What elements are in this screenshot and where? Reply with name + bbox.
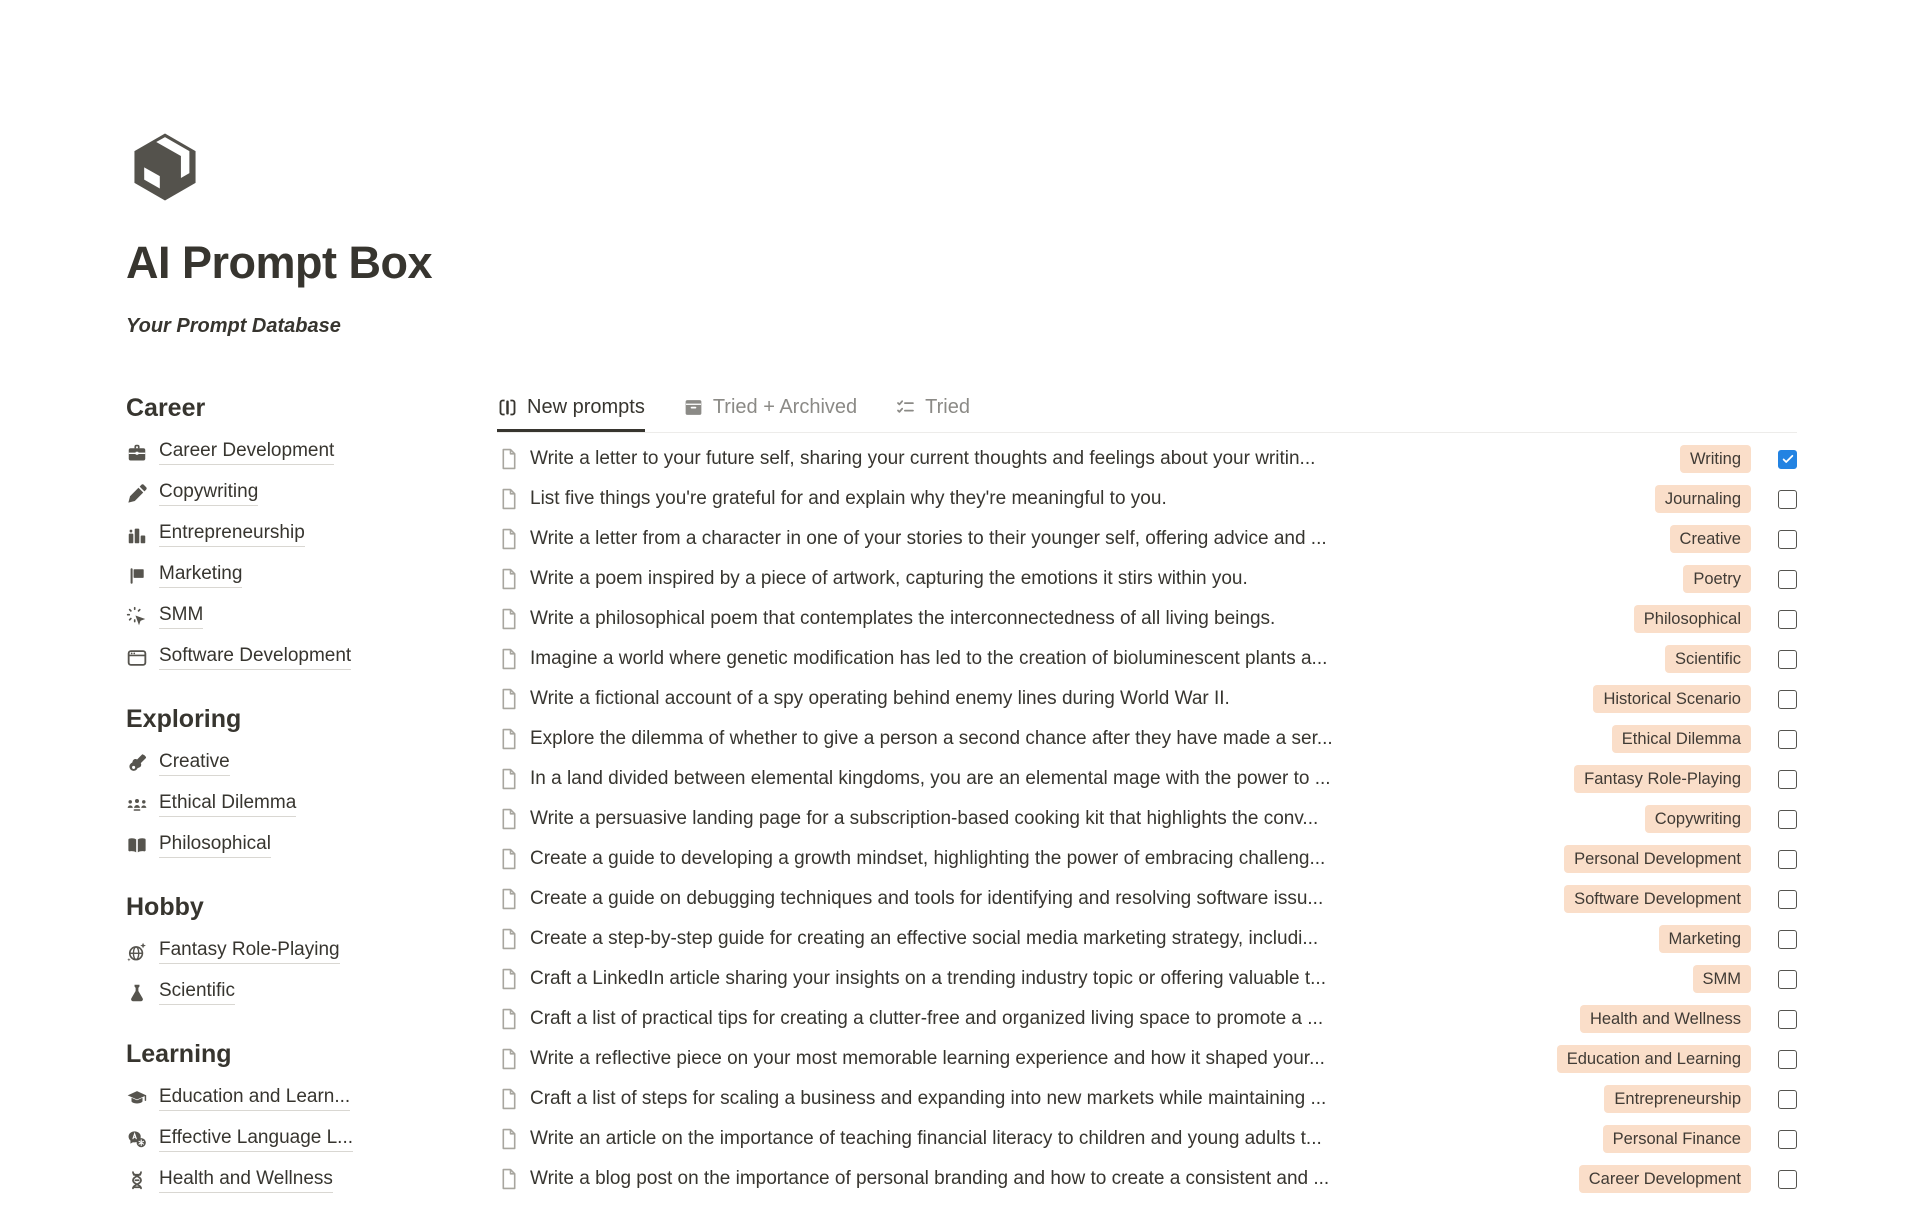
page-icon (497, 1047, 521, 1071)
sidebar-item-label: Education and Learn... (159, 1086, 350, 1111)
sidebar-item-label: Creative (159, 751, 230, 776)
tab-new-prompts[interactable] (497, 386, 645, 432)
checkbox-unchecked[interactable] (1778, 930, 1797, 949)
prompt-row (497, 1119, 1797, 1159)
row-right-cells (1580, 1005, 1797, 1033)
page-icon (497, 1127, 521, 1151)
prompt-title-link[interactable] (530, 528, 1327, 550)
tag-pill: Poetry (1683, 565, 1751, 593)
page-icon (497, 967, 521, 991)
page-icon (497, 1087, 521, 1111)
guitar-icon (126, 753, 148, 775)
prompt-title-text: List five things you're grateful for and explain why they're meaningful to you. (530, 488, 1167, 510)
dna-icon (126, 1170, 148, 1192)
section-heading: Exploring (126, 704, 242, 733)
prompt-table (497, 439, 1797, 1199)
cursor-click-icon (126, 606, 148, 628)
checkbox-unchecked[interactable] (1778, 730, 1797, 749)
checkbox-checked[interactable] (1778, 450, 1797, 469)
prompt-row (497, 639, 1797, 679)
page-icon (497, 887, 521, 911)
checkbox-unchecked[interactable] (1778, 610, 1797, 629)
prompt-title-text: In a land divided between elemental kingdoms, you are an elemental mage with the power to ... (530, 768, 1331, 790)
prompt-title-link[interactable] (530, 1128, 1322, 1150)
prompt-title-link[interactable] (530, 488, 1167, 510)
sidebar-item-health-and-wellness[interactable] (126, 1160, 436, 1201)
sidebar-item-label: Philosophical (159, 833, 271, 858)
sidebar-item-fantasy-role-playing[interactable] (126, 931, 436, 972)
page-icon (497, 1167, 521, 1191)
main-content (497, 386, 1797, 1199)
prompt-row (497, 559, 1797, 599)
bar-chart-icon (126, 524, 148, 546)
prompt-title-text: Explore the dilemma of whether to give a person a second chance after they have made a ser... (530, 728, 1333, 750)
page-header (126, 128, 432, 338)
row-right-cells (1659, 925, 1797, 953)
checkbox-unchecked[interactable] (1778, 890, 1797, 909)
checkbox-unchecked[interactable] (1778, 690, 1797, 709)
sidebar-item-label: Ethical Dilemma (159, 792, 296, 817)
row-right-cells (1604, 1085, 1797, 1113)
sidebar-item-creative[interactable] (126, 743, 436, 784)
prompt-title-text: Create a guide to developing a growth mindset, highlighting the power of embracing challeng... (530, 848, 1325, 870)
sidebar-item-entrepreneurship[interactable] (126, 514, 436, 555)
sidebar-item-label: SMM (159, 604, 203, 629)
checkbox-unchecked[interactable] (1778, 1170, 1797, 1189)
checkbox-unchecked[interactable] (1778, 1010, 1797, 1029)
prompt-title-text: Write a persuasive landing page for a subscription-based cooking kit that highlights the conv... (530, 808, 1318, 830)
prompt-title-link[interactable] (530, 688, 1230, 710)
prompt-title-text: Imagine a world where genetic modification has led to the creation of bioluminescent plants a... (530, 648, 1327, 670)
prompt-row (497, 1079, 1797, 1119)
page-title: AI Prompt Box (126, 237, 433, 288)
section-heading: Career (126, 393, 206, 422)
prompt-row (497, 919, 1797, 959)
people-group-icon (126, 794, 148, 816)
prompt-title-link[interactable] (530, 1008, 1323, 1030)
checkbox-unchecked[interactable] (1778, 970, 1797, 989)
sidebar-item-label: Career Development (159, 440, 334, 465)
prompt-title-link[interactable] (530, 448, 1315, 470)
checkbox-unchecked[interactable] (1778, 650, 1797, 669)
prompt-row (497, 679, 1797, 719)
prompt-row (497, 799, 1797, 839)
checkbox-unchecked[interactable] (1778, 1050, 1797, 1069)
archive-box-icon (683, 397, 704, 418)
row-right-cells (1683, 565, 1797, 593)
briefcase-icon (126, 442, 148, 464)
prompt-row (497, 1039, 1797, 1079)
tag-pill: Scientific (1665, 645, 1751, 673)
row-right-cells (1665, 645, 1797, 673)
prompt-title-text: Write a philosophical poem that contemplates the interconnectedness of all living beings. (530, 608, 1275, 630)
page-icon (497, 567, 521, 591)
sidebar-section-career (126, 390, 436, 678)
tag-pill: Ethical Dilemma (1612, 725, 1751, 753)
prompt-row (497, 879, 1797, 919)
checklist-icon (895, 397, 916, 418)
page-icon (497, 927, 521, 951)
tab-label: Tried + Archived (712, 396, 858, 418)
page-icon (497, 847, 521, 871)
tag-pill: Education and Learning (1557, 1045, 1751, 1073)
row-right-cells (1680, 445, 1797, 473)
sidebar-item-marketing[interactable] (126, 555, 436, 596)
sidebar-item-scientific[interactable] (126, 972, 436, 1013)
graduation-cap-icon (126, 1088, 148, 1110)
page-icon (497, 807, 521, 831)
prompt-row (497, 599, 1797, 639)
tab-tried[interactable] (895, 386, 970, 432)
prompt-row (497, 759, 1797, 799)
prompt-row (497, 959, 1797, 999)
row-right-cells (1670, 525, 1797, 553)
prompt-title-link[interactable] (530, 968, 1326, 990)
section-heading: Hobby (126, 892, 204, 921)
prompt-row (497, 719, 1797, 759)
row-right-cells (1564, 845, 1797, 873)
sidebar-item-copywriting[interactable] (126, 473, 436, 514)
page-icon (497, 487, 521, 511)
sidebar-item-philosophical[interactable] (126, 825, 436, 866)
tag-pill: Entrepreneurship (1604, 1085, 1751, 1113)
tag-pill: Philosophical (1634, 605, 1751, 633)
prompt-title-text: Write a fictional account of a spy operating behind enemy lines during World War II. (530, 688, 1230, 710)
prompt-row (497, 839, 1797, 879)
prompt-title-text: Write a poem inspired by a piece of artwork, capturing the emotions it stirs within you. (530, 568, 1248, 590)
sidebar-item-ethical-dilemma[interactable] (126, 784, 436, 825)
prompt-title-text: Craft a list of steps for scaling a business and expanding into new markets while maintaining ... (530, 1088, 1326, 1110)
page-icon (497, 447, 521, 471)
sidebar-item-effective-language-l[interactable] (126, 1119, 436, 1160)
tag-pill: Personal Finance (1603, 1125, 1751, 1153)
sidebar-item-label: Scientific (159, 980, 235, 1005)
checkbox-unchecked[interactable] (1778, 850, 1797, 869)
sidebar-item-label: Effective Language L... (159, 1127, 353, 1152)
checkbox-unchecked[interactable] (1778, 770, 1797, 789)
app-logo box-icon (126, 128, 432, 206)
row-right-cells (1579, 1165, 1797, 1193)
sidebar-item-label: Health and Wellness (159, 1168, 333, 1193)
prompt-title-text: Write a letter to your future self, sharing your current thoughts and feelings about your writin... (530, 448, 1315, 470)
page-subtitle: Your Prompt Database (126, 314, 341, 337)
row-right-cells (1634, 605, 1797, 633)
row-right-cells (1645, 805, 1797, 833)
tag-pill: Personal Development (1564, 845, 1751, 873)
prompt-title-text: Write a reflective piece on your most memorable learning experience and how it shaped your... (530, 1048, 1325, 1070)
tag-pill: Marketing (1659, 925, 1751, 953)
tag-pill: Copywriting (1645, 805, 1751, 833)
prompt-title-link[interactable] (530, 768, 1331, 790)
sidebar-section-learning (126, 1036, 436, 1201)
sidebar-item-education-and-learn[interactable] (126, 1078, 436, 1119)
tag-pill: Career Development (1579, 1165, 1751, 1193)
row-right-cells (1612, 725, 1797, 753)
sidebar-item-software-development[interactable] (126, 637, 436, 678)
page-icon (497, 527, 521, 551)
checkbox-unchecked[interactable] (1778, 1090, 1797, 1109)
prompt-title-text: Craft a list of practical tips for creating a clutter-free and organized living space to promote a ... (530, 1008, 1323, 1030)
pen-icon (126, 483, 148, 505)
prompt-title-link[interactable] (530, 848, 1325, 870)
page-icon (497, 647, 521, 671)
prompt-row (497, 439, 1797, 479)
browser-window-icon (126, 647, 148, 669)
tab-label: Tried (925, 396, 970, 418)
language-bubbles-icon (126, 1129, 148, 1151)
row-right-cells (1557, 1045, 1797, 1073)
prompt-title-text: Write an article on the importance of teaching financial literacy to children and young adults t... (530, 1128, 1322, 1150)
tag-pill: Historical Scenario (1593, 685, 1751, 713)
page-icon (497, 727, 521, 751)
flask-icon (126, 982, 148, 1004)
sidebar-item-career-development[interactable] (126, 432, 436, 473)
prompt-row (497, 519, 1797, 559)
section-heading: Learning (126, 1039, 232, 1068)
prompt-title-link[interactable] (530, 928, 1318, 950)
row-right-cells (1574, 765, 1797, 793)
tab-label: New prompts (527, 396, 645, 418)
checkbox-unchecked[interactable] (1778, 530, 1797, 549)
tag-pill: Software Development (1564, 885, 1751, 913)
view-tabs (497, 386, 1797, 433)
prompt-title-link[interactable] (530, 728, 1333, 750)
tag-pill: Creative (1670, 525, 1751, 553)
sidebar-section-exploring (126, 701, 436, 866)
prompt-title-text: Create a step-by-step guide for creating an effective social media marketing strategy, includi... (530, 928, 1318, 950)
prompt-title-text: Write a blog post on the importance of personal branding and how to create a consistent and ... (530, 1168, 1329, 1190)
prompt-title-link[interactable] (530, 568, 1248, 590)
page-icon (497, 687, 521, 711)
tag-pill: Writing (1680, 445, 1751, 473)
prompt-title-link[interactable] (530, 1168, 1329, 1190)
gallery-view-icon (497, 397, 518, 418)
prompt-title-link[interactable] (530, 808, 1318, 830)
prompt-title-link[interactable] (530, 1088, 1326, 1110)
checkbox-unchecked[interactable] (1778, 490, 1797, 509)
prompt-title-link[interactable] (530, 888, 1323, 910)
prompt-title-link[interactable] (530, 1048, 1325, 1070)
row-right-cells (1603, 1125, 1797, 1153)
checkbox-unchecked[interactable] (1778, 1130, 1797, 1149)
prompt-title-text: Create a guide on debugging techniques and tools for identifying and resolving software issu... (530, 888, 1323, 910)
prompt-title-text: Write a letter from a character in one of your stories to their younger self, offering advice and ... (530, 528, 1327, 550)
row-right-cells (1693, 965, 1798, 993)
sidebar-item-label: Fantasy Role-Playing (159, 939, 340, 964)
flag-icon (126, 565, 148, 587)
tag-pill: Journaling (1655, 485, 1751, 513)
sidebar-item-smm[interactable] (126, 596, 436, 637)
row-right-cells (1564, 885, 1797, 913)
sidebar-item-label: Copywriting (159, 481, 258, 506)
sidebar-section-hobby (126, 889, 436, 1013)
tag-pill: SMM (1693, 965, 1752, 993)
tag-pill: Fantasy Role-Playing (1574, 765, 1751, 793)
prompt-title-link[interactable] (530, 608, 1275, 630)
sidebar-item-label: Software Development (159, 645, 351, 670)
open-book-icon (126, 835, 148, 857)
page-icon (497, 767, 521, 791)
prompt-title-text: Craft a LinkedIn article sharing your insights on a trending industry topic or offering valuable t... (530, 968, 1326, 990)
prompt-title-link[interactable] (530, 648, 1327, 670)
row-right-cells (1593, 685, 1797, 713)
tag-pill: Health and Wellness (1580, 1005, 1751, 1033)
row-right-cells (1655, 485, 1797, 513)
globe-sparkle-icon (126, 941, 148, 963)
prompt-row (497, 479, 1797, 519)
checkbox-unchecked[interactable] (1778, 570, 1797, 589)
page-icon (497, 1007, 521, 1031)
page-icon (497, 607, 521, 631)
sidebar-item-label: Entrepreneurship (159, 522, 305, 547)
prompt-row (497, 999, 1797, 1039)
sidebar (126, 390, 436, 1224)
prompt-row (497, 1159, 1797, 1199)
checkbox-unchecked[interactable] (1778, 810, 1797, 829)
sidebar-item-label: Marketing (159, 563, 242, 588)
tab-tried-archived[interactable] (683, 386, 857, 432)
